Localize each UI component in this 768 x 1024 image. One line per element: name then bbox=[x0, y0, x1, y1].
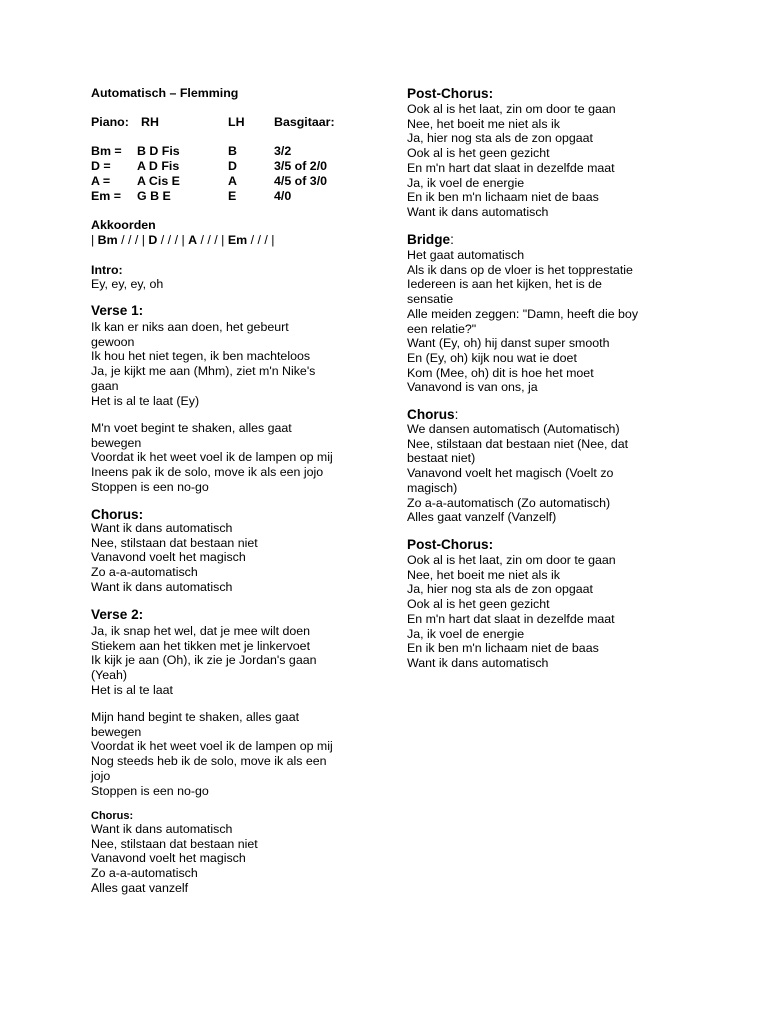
piano-row-a bbox=[91, 174, 381, 189]
lyric-line: Ik hou het niet tegen, ik ben machteloos bbox=[91, 349, 311, 364]
lyric-line: En m'n hart dat slaat in dezelfde maat bbox=[407, 160, 615, 175]
postchorus1-heading: Post-Chorus: bbox=[407, 86, 494, 101]
lyric-line: Want ik dans automatisch bbox=[407, 204, 549, 219]
chorus3-lines bbox=[407, 422, 628, 525]
bass-tab: 3/2 bbox=[274, 144, 292, 158]
lyric-line: Het is al te laat bbox=[91, 682, 173, 697]
lyric-line: Zo a-a-automatisch (Zo automatisch) bbox=[407, 495, 611, 510]
rh-notes: A Cis E bbox=[137, 174, 180, 188]
lyric-line: Alle meiden zeggen: "Damn, heeft die boy bbox=[407, 306, 639, 321]
lyric-line: gewoon bbox=[91, 334, 135, 349]
bass-tab: 4/0 bbox=[274, 189, 292, 203]
lyric-line: Nee, stilstaan dat bestaan niet bbox=[91, 836, 258, 851]
chorus3-heading-text: Chorus bbox=[407, 407, 455, 422]
lyric-line: We dansen automatisch (Automatisch) bbox=[407, 422, 620, 436]
lyric-line: En m'n hart dat slaat in dezelfde maat bbox=[407, 611, 615, 626]
lyric-line: bewegen bbox=[91, 724, 142, 739]
chorus1-lines bbox=[91, 521, 258, 595]
lyric-line: Want ik dans automatisch bbox=[407, 655, 549, 670]
lyric-line: Mijn hand begint te shaken, alles gaat bbox=[91, 710, 300, 724]
rh-notes: B D Fis bbox=[137, 144, 180, 158]
chorus3-heading-colon: : bbox=[454, 407, 459, 422]
header-piano: Piano: bbox=[91, 115, 129, 129]
lyric-line: Alles gaat vanzelf bbox=[91, 880, 189, 895]
lh-note: A bbox=[228, 174, 237, 188]
lyric-line: (Yeah) bbox=[91, 668, 128, 683]
verse2-lines bbox=[91, 624, 317, 698]
lyric-line: Want ik dans automatisch bbox=[91, 521, 233, 535]
lyric-line: bestaat niet) bbox=[407, 451, 476, 466]
lyric-line: En ik ben m'n lichaam niet de baas bbox=[407, 641, 599, 656]
lyric-line: Ik kan er niks aan doen, het gebeurt bbox=[91, 320, 289, 334]
lyric-line: En ik ben m'n lichaam niet de baas bbox=[407, 190, 599, 205]
lyric-line: Ja, ik voel de energie bbox=[407, 175, 525, 190]
lyric-line: M'n voet begint te shaken, alles gaat bbox=[91, 421, 292, 435]
lyric-line: magisch) bbox=[407, 480, 458, 495]
lyric-line: Ja, hier nog sta als de zon opgaat bbox=[407, 131, 593, 146]
lh-note: D bbox=[228, 159, 237, 173]
bridge-heading bbox=[407, 231, 454, 248]
verse1-lines-2 bbox=[91, 421, 333, 495]
lyric-line: een relatie?" bbox=[407, 321, 477, 336]
lyric-line: Nee, stilstaan dat bestaan niet (Nee, dat bbox=[407, 436, 629, 451]
chorus1-heading: Chorus: bbox=[91, 507, 144, 522]
bass-tab: 4/5 of 3/0 bbox=[274, 174, 328, 188]
lyric-line: Kom (Mee, oh) dit is hoe het moet bbox=[407, 365, 594, 380]
lyric-line: Het is al te laat (Ey) bbox=[91, 393, 200, 408]
akkoorden-heading: Akkoorden bbox=[91, 218, 156, 232]
piano-row-bm bbox=[91, 144, 381, 159]
chorus3-heading bbox=[407, 406, 458, 423]
intro-lines bbox=[91, 277, 163, 292]
lyric-line: Want ik dans automatisch bbox=[91, 822, 233, 836]
lyric-line: Vanavond is van ons, ja bbox=[407, 380, 538, 395]
lyric-line: sensatie bbox=[407, 292, 454, 307]
lyric-line: Ook al is het geen gezicht bbox=[407, 597, 550, 612]
rh-notes: A D Fis bbox=[137, 159, 180, 173]
piano-table-header bbox=[91, 115, 381, 130]
chord-name: A = bbox=[91, 174, 111, 188]
intro-heading: Intro: bbox=[91, 263, 123, 277]
bridge-lines bbox=[407, 248, 638, 395]
chord-a: A bbox=[188, 233, 198, 247]
lyric-line: gaan bbox=[91, 378, 119, 393]
lh-note: E bbox=[228, 189, 237, 203]
chord-name: D = bbox=[91, 159, 111, 173]
lyric-line: Vanavond voelt het magisch (Voelt zo bbox=[407, 466, 614, 481]
chord-d: D bbox=[148, 233, 158, 247]
lyric-line: Want (Ey, oh) hij danst super smooth bbox=[407, 336, 610, 351]
lyric-line: Ja, je kijkt me aan (Mhm), ziet m'n Nike's bbox=[91, 364, 316, 379]
lyric-line: Zo a-a-automatisch bbox=[91, 565, 198, 580]
song-title: Automatisch – Flemming bbox=[91, 86, 239, 100]
lyric-line: Vanavond voelt het magisch bbox=[91, 550, 246, 565]
lyric-line: Zo a-a-automatisch bbox=[91, 866, 198, 881]
lyric-line: Ja, hier nog sta als de zon opgaat bbox=[407, 582, 593, 597]
postchorus1-lines bbox=[407, 102, 616, 220]
lyric-line: En (Ey, oh) kijk nou wat ie doet bbox=[407, 350, 577, 365]
chord-bm: Bm bbox=[97, 233, 118, 247]
lyric-line: Nee, het boeit me niet als ik bbox=[407, 116, 560, 131]
lyric-line: Iedereen is aan het kijken, het is de bbox=[407, 277, 602, 292]
verse2-lines-2 bbox=[91, 710, 333, 798]
lyric-line: Alles gaat vanzelf (Vanzelf) bbox=[407, 510, 557, 525]
lyric-line: Nee, stilstaan dat bestaan niet bbox=[91, 535, 258, 550]
verse1-heading: Verse 1: bbox=[91, 303, 144, 318]
lyric-line: Ja, ik voel de energie bbox=[407, 626, 525, 641]
chord-name: Bm = bbox=[91, 144, 122, 158]
rh-notes: G B E bbox=[137, 189, 171, 203]
lyric-line: Ik kijk je aan (Oh), ik zie je Jordan's gaan bbox=[91, 653, 317, 668]
lyric-line: bewegen bbox=[91, 435, 142, 450]
lyric-line: Ineens pak ik de solo, move ik als een jojo bbox=[91, 465, 324, 480]
lyric-line: Voordat ik het weet voel ik de lampen op mij bbox=[91, 450, 333, 465]
header-rh: RH bbox=[141, 115, 159, 129]
lyric-line: Ook al is het geen gezicht bbox=[407, 146, 550, 161]
lyric-line: Ja, ik snap het wel, dat je mee wilt doen bbox=[91, 624, 311, 638]
lyric-line: Stoppen is een no-go bbox=[91, 783, 209, 798]
lyric-line: Vanavond voelt het magisch bbox=[91, 851, 246, 866]
lyric-line: Nee, het boeit me niet als ik bbox=[407, 567, 560, 582]
header-lh: LH bbox=[228, 115, 245, 129]
bridge-heading-colon: : bbox=[450, 232, 454, 247]
lyric-line: Stoppen is een no-go bbox=[91, 479, 209, 494]
lyric-line: jojo bbox=[91, 768, 111, 783]
verse1-lines bbox=[91, 320, 315, 408]
lyric-line: Stiekem aan het tikken met je linkervoet bbox=[91, 638, 311, 653]
lyric-line: Als ik dans op de vloer is het topprestatie bbox=[407, 262, 633, 277]
chord-progression: | Bm / / / | D / / / | A / / / | Em / / / | bbox=[91, 233, 275, 247]
postchorus2-lines bbox=[407, 553, 616, 671]
lyric-line: Want ik dans automatisch bbox=[91, 579, 233, 594]
chord-name: Em = bbox=[91, 189, 121, 203]
lyric-line: Het gaat automatisch bbox=[407, 248, 525, 262]
lyric-line: Ey, ey, ey, oh bbox=[91, 277, 164, 291]
header-basgitaar: Basgitaar: bbox=[274, 115, 335, 129]
piano-row-em bbox=[91, 189, 381, 204]
piano-row-d bbox=[91, 159, 381, 174]
lyric-line: Ook al is het laat, zin om door te gaan bbox=[407, 553, 616, 567]
chorus2-lines bbox=[91, 822, 258, 896]
bridge-heading-text: Bridge bbox=[407, 232, 451, 247]
postchorus2-heading: Post-Chorus: bbox=[407, 537, 494, 552]
lyric-line: Nog steeds heb ik de solo, move ik als een bbox=[91, 754, 327, 769]
verse2-heading: Verse 2: bbox=[91, 607, 144, 622]
lh-note: B bbox=[228, 144, 237, 158]
bass-tab: 3/5 of 2/0 bbox=[274, 159, 328, 173]
lyric-line: Ook al is het laat, zin om door te gaan bbox=[407, 102, 616, 116]
chord-em: Em bbox=[227, 233, 248, 247]
lyric-line: Voordat ik het weet voel ik de lampen op mij bbox=[91, 739, 333, 754]
chorus2-heading: Chorus: bbox=[91, 810, 134, 822]
